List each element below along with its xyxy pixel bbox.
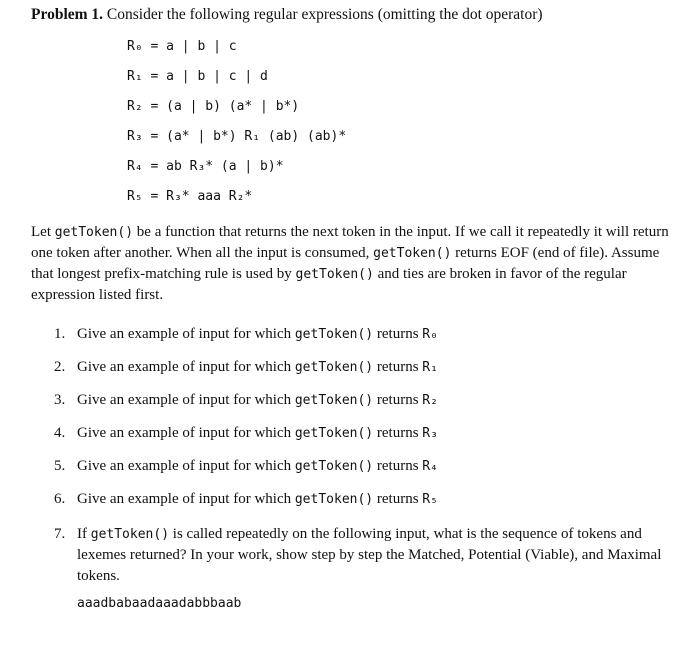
question-text: returns — [373, 392, 423, 408]
question-text: Give an example of input for which — [77, 392, 295, 408]
question-target: R₀ — [422, 327, 438, 342]
question-text: Give an example of input for which — [77, 491, 295, 507]
regex-r3: R₃ = (a* | b*) R₁ (ab) (ab)* — [127, 129, 347, 144]
question-text: returns — [373, 458, 423, 474]
description-paragraph — [31, 222, 671, 306]
regex-r0: R₀ = a | b | c — [127, 39, 237, 54]
problem-label: Problem 1. — [31, 6, 104, 23]
question-target: R₅ — [422, 492, 438, 507]
description-text: be a function that returns the next token in the input. If we call it repeatedly it will return one token after another. When all the input is consumed, — [31, 224, 669, 261]
question-item — [54, 359, 438, 376]
question-target: R₄ — [422, 459, 438, 474]
regex-r4: R₄ = ab R₃* (a | b)* — [127, 159, 284, 174]
gettoken-code: getToken() — [294, 393, 374, 408]
question-item — [54, 425, 438, 442]
question-text: Give an example of input for which — [77, 458, 295, 474]
gettoken-code: getToken() — [294, 327, 374, 342]
question-text: If — [77, 526, 91, 542]
description-text: Let — [31, 224, 55, 240]
gettoken-code: getToken() — [373, 246, 452, 261]
question-target: R₁ — [422, 360, 438, 375]
question-7-body — [77, 524, 667, 587]
question-text: is called repeatedly on the following input, what is the sequence of tokens and lexemes returned? In your work, show step by step the Matched, Potential (Viable), and Maximal tokens. — [77, 526, 662, 584]
question-text: returns — [373, 425, 423, 441]
question-item — [54, 458, 438, 475]
question-item — [54, 392, 438, 409]
gettoken-code: getToken() — [294, 360, 374, 375]
question-number: 7. — [54, 526, 66, 542]
description-text: returns EOF (end of file). Assume that longest prefix-matching rule is used by — [31, 245, 660, 282]
gettoken-code: getToken() — [90, 527, 170, 542]
question-text: Give an example of input for which — [77, 425, 295, 441]
description-text: and ties are broken in favor of the regular expression listed first. — [31, 266, 627, 303]
question-text: Give an example of input for which — [77, 326, 295, 342]
regex-r5: R₅ = R₃* aaa R₂* — [127, 189, 253, 204]
question-number: 1. — [54, 326, 66, 342]
problem-intro: Consider the following regular expressions (omitting the dot operator) — [106, 6, 543, 23]
question-item-7 — [54, 524, 674, 584]
question-text: returns — [373, 359, 423, 375]
gettoken-code: getToken() — [294, 426, 374, 441]
question-item — [54, 491, 438, 508]
gettoken-code: getToken() — [294, 459, 374, 474]
input-string: aaadbabaadaaadabbbaab — [77, 596, 242, 611]
question-number: 3. — [54, 392, 66, 408]
gettoken-code: getToken() — [54, 225, 134, 240]
question-text: returns — [373, 326, 423, 342]
problem-heading — [31, 6, 543, 24]
gettoken-code: getToken() — [294, 492, 374, 507]
question-target: R₂ — [422, 393, 438, 408]
question-text: returns — [373, 491, 423, 507]
question-number: 4. — [54, 425, 66, 441]
question-item — [54, 326, 438, 343]
gettoken-code: getToken() — [295, 267, 374, 282]
question-number: 5. — [54, 458, 66, 474]
regex-r2: R₂ = (a | b) (a* | b*) — [127, 99, 300, 114]
question-text: Give an example of input for which — [77, 359, 295, 375]
question-number: 6. — [54, 491, 66, 507]
regex-r1: R₁ = a | b | c | d — [127, 69, 268, 84]
question-target: R₃ — [422, 426, 438, 441]
question-number: 2. — [54, 359, 66, 375]
